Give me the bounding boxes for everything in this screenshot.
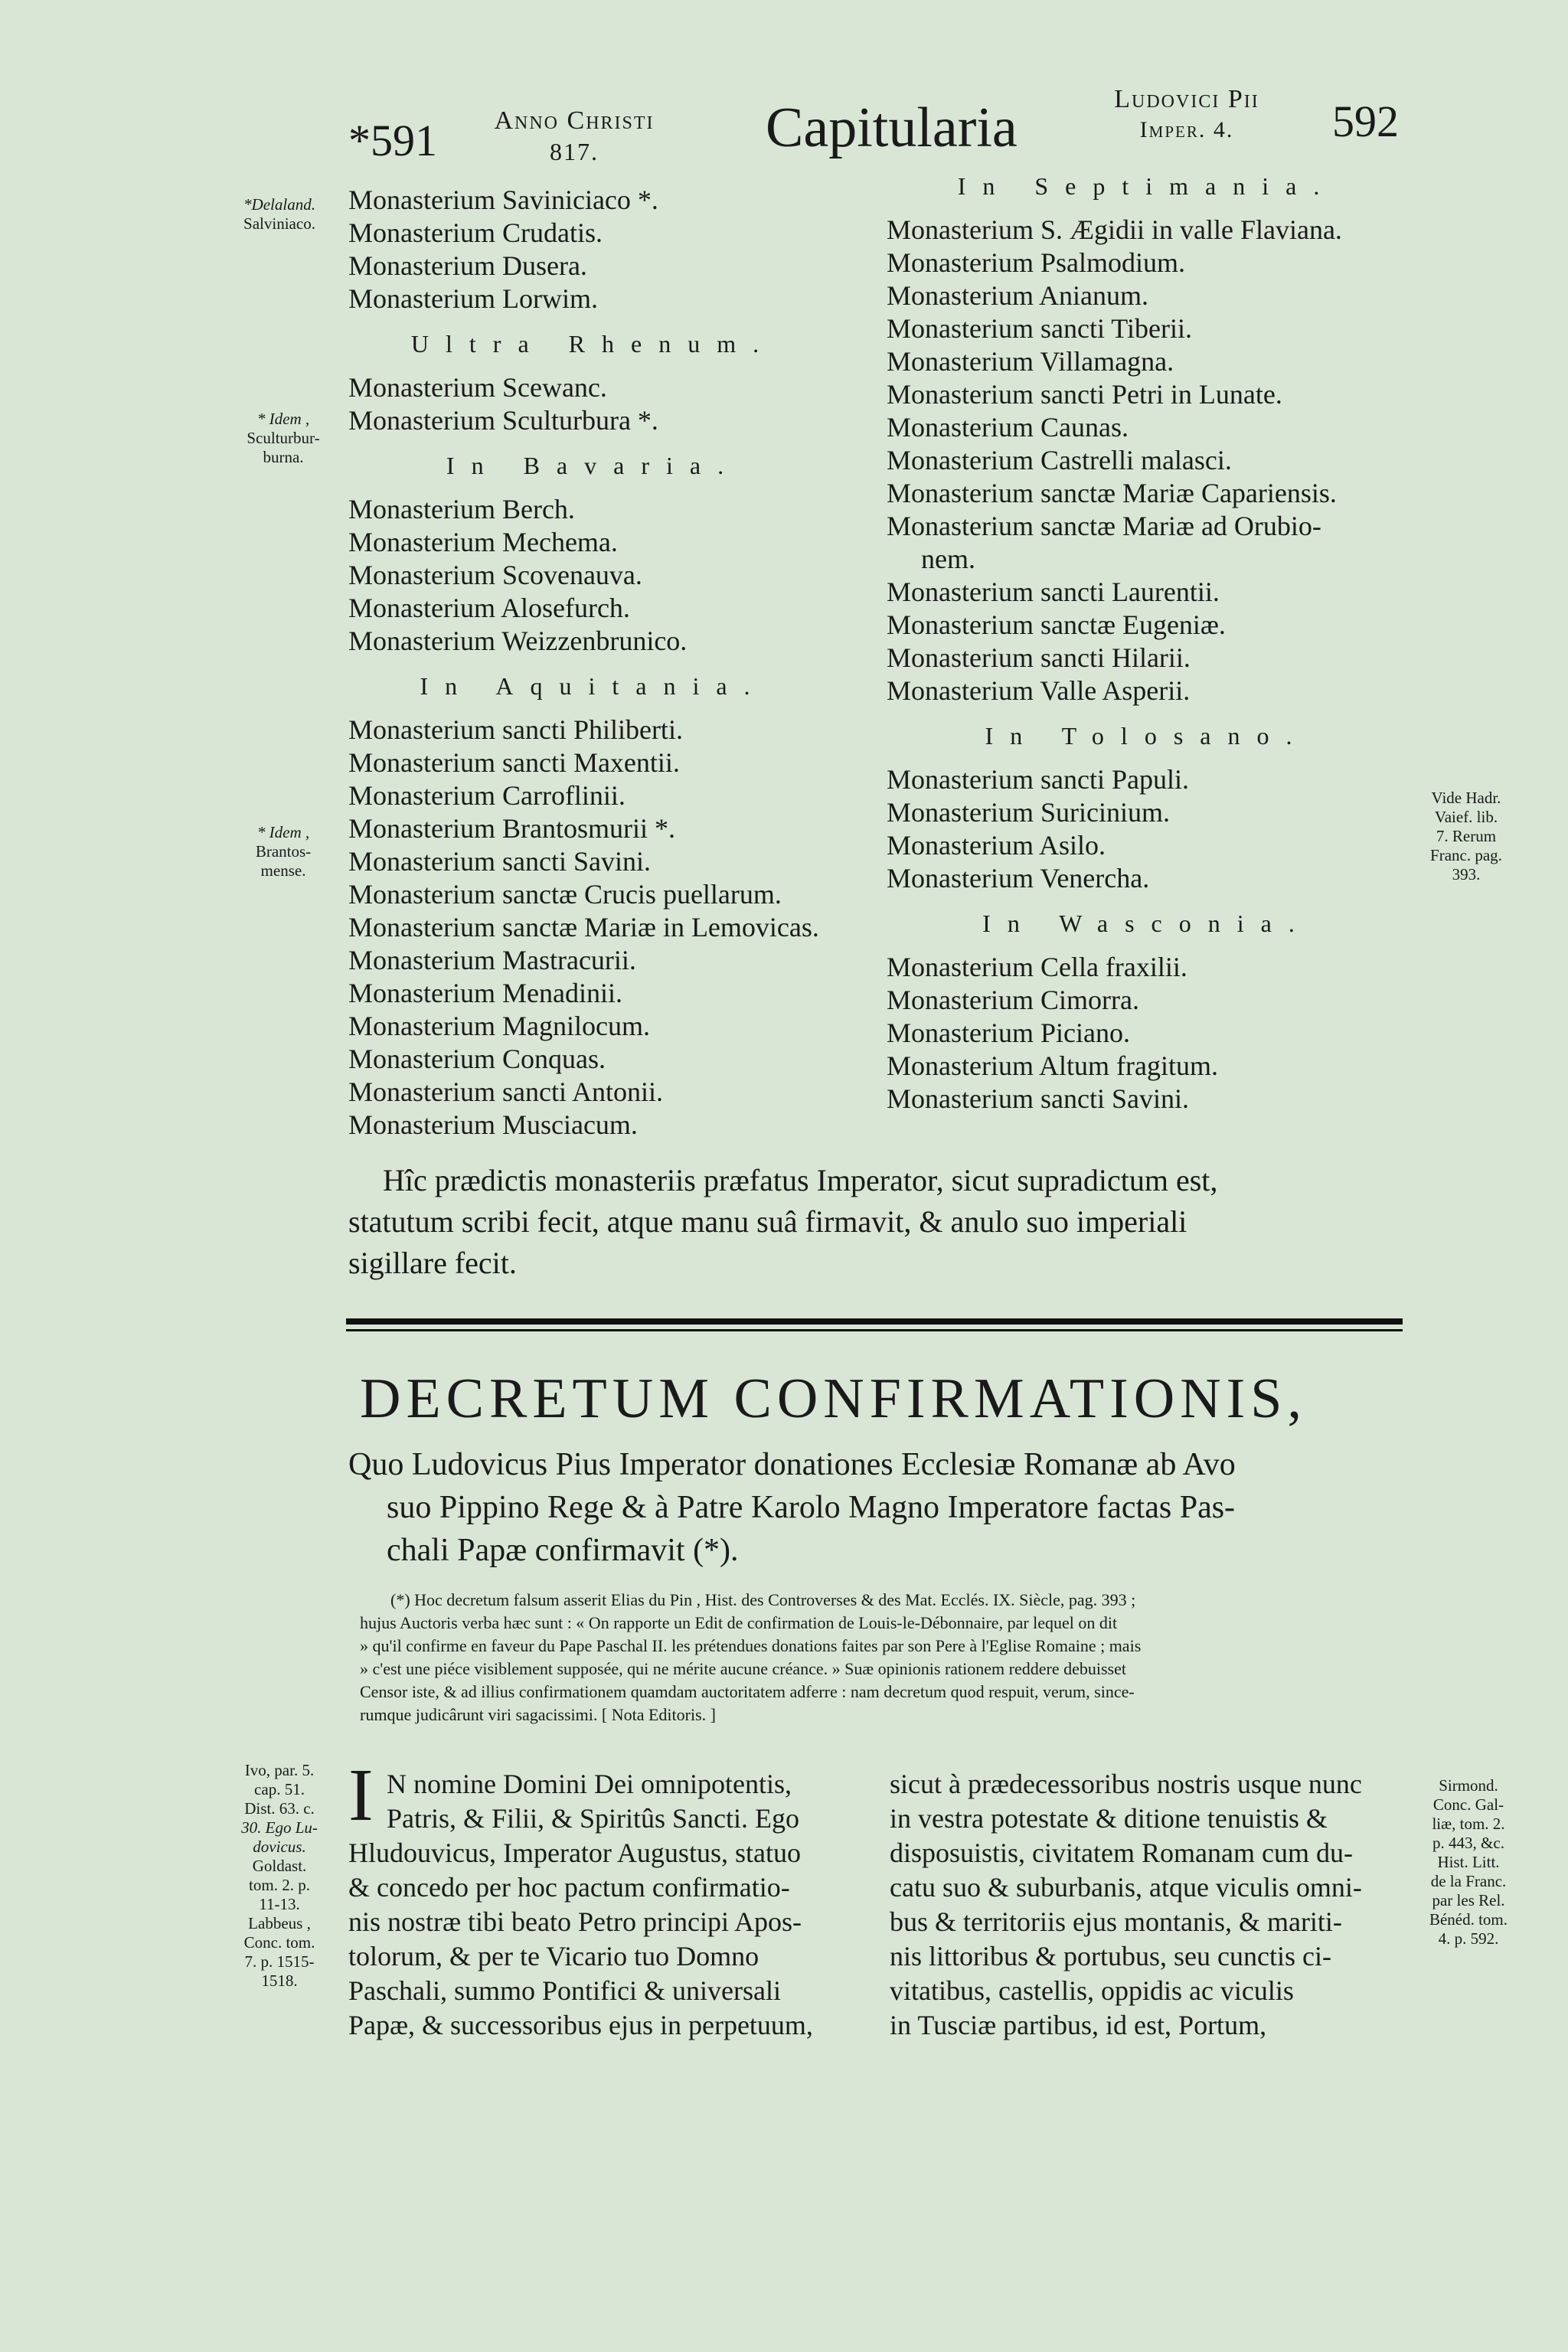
margin-note-line: Conc. tom. [243,1933,315,1952]
list-item: Monasterium Suricinium. [887,797,1170,828]
margin-note-line: Vide Hadr. [1431,789,1501,807]
body-line: Hludouvicus, Imperator Augustus, statuo [348,1838,801,1868]
section-heading: In Wasconia. [982,910,1312,937]
margin-note-line: Labbeus , [248,1914,311,1932]
margin-note-line: Brantos- [255,842,312,861]
body-line: & concedo per hoc pactum confirmatio- [348,1872,790,1903]
margin-note-line: * Idem , [256,823,310,841]
margin-note-line: 7. p. 1515- [244,1952,315,1971]
section-heading: In Tolosano. [985,722,1309,750]
margin-note-line: Dist. 63. c. [244,1799,315,1818]
subtitle-line: Quo Ludovicus Pius Imperator donationes Ecclesiæ Romanæ ab Avo [348,1447,1236,1482]
list-item: Monasterium Caunas. [887,412,1129,443]
list-item: Monasterium Cimorra. [887,985,1139,1015]
subtitle-line: chali Papæ confirmavit (*). [387,1533,739,1568]
list-item: Monasterium sancti Maxentii. [348,747,680,778]
decree-subtitle [348,1443,1405,1572]
year-header [475,106,674,167]
list-item: Monasterium sancti Papuli. [887,764,1189,795]
list-item: Monasterium sancti Petri in Lunate. [887,379,1282,410]
margin-note-line: Sculturbur- [247,429,320,447]
paragraph-line: statutum scribi fecit, atque manu suâ firmavit, & anulo suo imperiali [348,1204,1187,1239]
list-item: Monasterium sanctæ Mariæ Capariensis. [887,478,1337,508]
body-line: Paschali, summo Pontifici & universali [348,1975,781,2006]
margin-note-line: Vaief. lib. [1434,808,1498,826]
list-item: nem. [921,544,975,574]
margin-note-line: 1518. [261,1971,298,1990]
margin-note-line: Sirmond. [1439,1776,1498,1795]
list-item: Monasterium Villamagna. [887,346,1174,377]
body-line: in vestra potestate & ditione tenuistis & [890,1803,1328,1834]
list-item: Monasterium Cella fraxilii. [887,952,1187,982]
footnote-line: rumque judicârunt viri sagacissimi. [ Nota Editoris. ] [360,1705,716,1724]
body-line: sicut à prædecessoribus nostris usque nunc [890,1769,1362,1799]
body-line: Papæ, & successoribus ejus in perpetuum, [348,2010,813,2040]
subtitle-line: suo Pippino Rege & à Patre Karolo Magno Imperatore factas Pas- [387,1490,1236,1525]
list-item: Monasterium Mastracurii. [348,945,636,975]
margin-note-line: Salviniaco. [243,214,315,233]
margin-note-line: burna. [263,448,304,466]
list-item: Monasterium sancti Philiberti. [348,714,683,745]
list-item: Monasterium Castrelli malasci. [887,445,1232,475]
body-line: Patris, & Filii, & Spiritûs Sancti. Ego [387,1803,800,1834]
list-item: Monasterium Scovenauva. [348,560,642,590]
year-label: Anno Christi [494,106,655,135]
margin-note-line: Goldast. [252,1857,307,1875]
list-item: Monasterium sanctæ Eugeniæ. [887,609,1226,640]
list-item: Monasterium Lorwim. [348,283,598,314]
margin-note-right-2 [1415,1776,1522,1949]
left-page-number: *591 [348,116,437,165]
decree-body-right [890,1767,1410,2043]
list-item: Monasterium sancti Tiberii. [887,313,1192,344]
list-item: Monasterium Scewanc. [348,372,607,403]
list-item: Monasterium Valle Asperii. [887,675,1191,706]
footnote-line: » c'est une piéce visiblement supposée, qui ne mérite aucune créance. » Suæ opinionis rationem reddere debuisset [360,1659,1126,1678]
list-item: Monasterium Anianum. [887,280,1148,311]
right-column [887,170,1407,1116]
list-item: Monasterium Altum fragitum. [887,1050,1218,1081]
body-line: in Tusciæ partibus, id est, Portum, [890,2010,1267,2040]
margin-note-left-2 [230,410,337,467]
list-item: Monasterium Venercha. [887,863,1150,893]
footnote-line: Censor iste, & ad illius confirmationem quamdam auctoritatem adferre : nam decretum quod respuit, verum, since- [360,1682,1135,1701]
paragraph-line: sigillare fecit. [348,1246,517,1280]
paragraph-line: Hîc prædictis monasteriis præfatus Imperator, sicut supradictum est, [383,1163,1218,1197]
reign-label: Ludovici Pii [1114,85,1259,113]
list-item: Monasterium S. Ægidii in valle Flaviana. [887,214,1342,245]
list-item: Monasterium Asilo. [887,830,1106,861]
list-item: Monasterium Musciacum. [348,1109,638,1140]
body-line: tolorum, & per te Vicario tuo Domno [348,1941,760,1971]
list-item: Monasterium sanctæ Mariæ ad Orubio- [887,511,1321,541]
margin-note-line: 7. Rerum [1436,827,1497,845]
section-divider-thin [346,1329,1403,1331]
margin-note-line: 30. Ego Lu- [241,1818,318,1837]
footnote-line: hujus Auctoris verba hæc sunt : « On rapporte un Edit de confirmation de Louis-le-Débonnaire, par lequel on dit [360,1613,1118,1632]
margin-note-line: p. 443, &c. [1432,1834,1504,1852]
list-item: Monasterium Weizzenbrunico. [348,626,688,656]
list-item: Monasterium Dusera. [348,250,587,281]
list-item: Monasterium sancti Savini. [348,846,651,877]
body-line: disposuistis, civitatem Romanam cum du- [890,1838,1353,1868]
closing-paragraph [348,1160,1405,1284]
body-line: nis littoribus & portubus, seu cunctis ci- [890,1941,1331,1971]
body-line: catu suo & suburbanis, atque viculis omni- [890,1872,1362,1903]
list-item: Monasterium Saviniciaco *. [348,185,658,215]
list-item: Monasterium sancti Savini. [887,1083,1189,1114]
decree-title: DECRETUM CONFIRMATIONIS, [360,1367,1307,1430]
decree-body-left [348,1767,869,2043]
margin-note-line: de la Franc. [1430,1872,1507,1890]
margin-note-line: mense. [260,861,306,880]
margin-note-line: *Delaland. [243,195,315,214]
margin-note-line: Bénéd. tom. [1429,1910,1508,1929]
drop-cap: I [348,1754,374,1837]
section-heading: In Aquitania. [420,672,767,700]
margin-note-right-1 [1413,789,1520,884]
list-item: Monasterium Mechema. [348,527,618,557]
margin-note-line: Conc. Gal- [1432,1795,1504,1814]
margin-note-line: liæ, tom. 2. [1432,1815,1505,1833]
list-item: Monasterium Brantosmurii *. [348,813,675,844]
margin-note-line: par les Rel. [1432,1891,1505,1909]
margin-note-line: 393. [1452,865,1481,884]
margin-note-line: Ivo, par. 5. [244,1761,315,1779]
margin-note-left-4 [222,1761,337,1991]
year-value: 817. [550,138,599,165]
margin-note-line: dovicus. [253,1838,306,1856]
list-item: Monasterium Piciano. [887,1018,1130,1048]
margin-note-line: cap. 51. [254,1780,305,1798]
margin-note-line: * Idem , [256,410,310,428]
list-item: Monasterium sancti Hilarii. [887,642,1191,673]
footnote [360,1589,1409,1726]
footnote-line: » qu'il confirme en faveur du Pape Paschal II. les prétendues donations faites par son Pere à l'Eglise Romaine ; mais [360,1636,1142,1655]
margin-note-line: tom. 2. p. [249,1876,310,1894]
list-item: Monasterium sanctæ Crucis puellarum. [348,879,782,910]
list-item: Monasterium Menadinii. [348,978,622,1008]
section-divider-thick [346,1318,1403,1325]
page-title: Capitularia [766,96,1018,159]
list-item: Monasterium sancti Laurentii. [887,577,1220,607]
margin-note-left-1 [222,195,337,234]
body-line: nis nostræ tibi beato Petro principi Apos- [348,1906,802,1937]
reign-header [1087,84,1286,145]
list-item: Monasterium Carroflinii. [348,780,626,811]
list-item: Monasterium Sculturbura *. [348,405,658,436]
margin-note-line: Hist. Litt. [1437,1853,1500,1871]
section-heading: In Septimania. [957,172,1337,200]
list-item: Monasterium Alosefurch. [348,593,630,623]
section-heading: Ultra Rhenum. [410,330,776,358]
list-item: Monasterium Berch. [348,494,575,524]
list-item: Monasterium sanctæ Mariæ in Lemovicas. [348,912,819,942]
list-item: Monasterium Conquas. [348,1044,606,1074]
margin-note-line: Franc. pag. [1430,846,1502,864]
list-item: Monasterium sancti Antonii. [348,1076,663,1107]
section-heading: In Bavaria. [446,452,741,479]
body-line: vitatibus, castellis, oppidis ac viculis [890,1975,1294,2006]
margin-note-line: 4. p. 592. [1438,1929,1499,1948]
footnote-line: (*) Hoc decretum falsum asserit Elias du Pin , Hist. des Controverses & des Mat. Ecclés. IX. Siècle, pag. 393 ; [390,1590,1136,1609]
margin-note-line: 11-13. [259,1895,300,1913]
list-item: Monasterium Crudatis. [348,217,603,248]
body-line: bus & territoriis ejus montanis, & mariti- [890,1906,1342,1937]
reign-value: Imper. 4. [1139,117,1234,142]
list-item: Monasterium Psalmodium. [887,247,1185,278]
right-page-number: 592 [1332,96,1399,146]
left-column [348,184,838,1142]
list-item: Monasterium Magnilocum. [348,1011,650,1041]
margin-note-left-3 [230,823,337,880]
body-line: N nomine Domini Dei omnipotentis, [387,1769,792,1799]
